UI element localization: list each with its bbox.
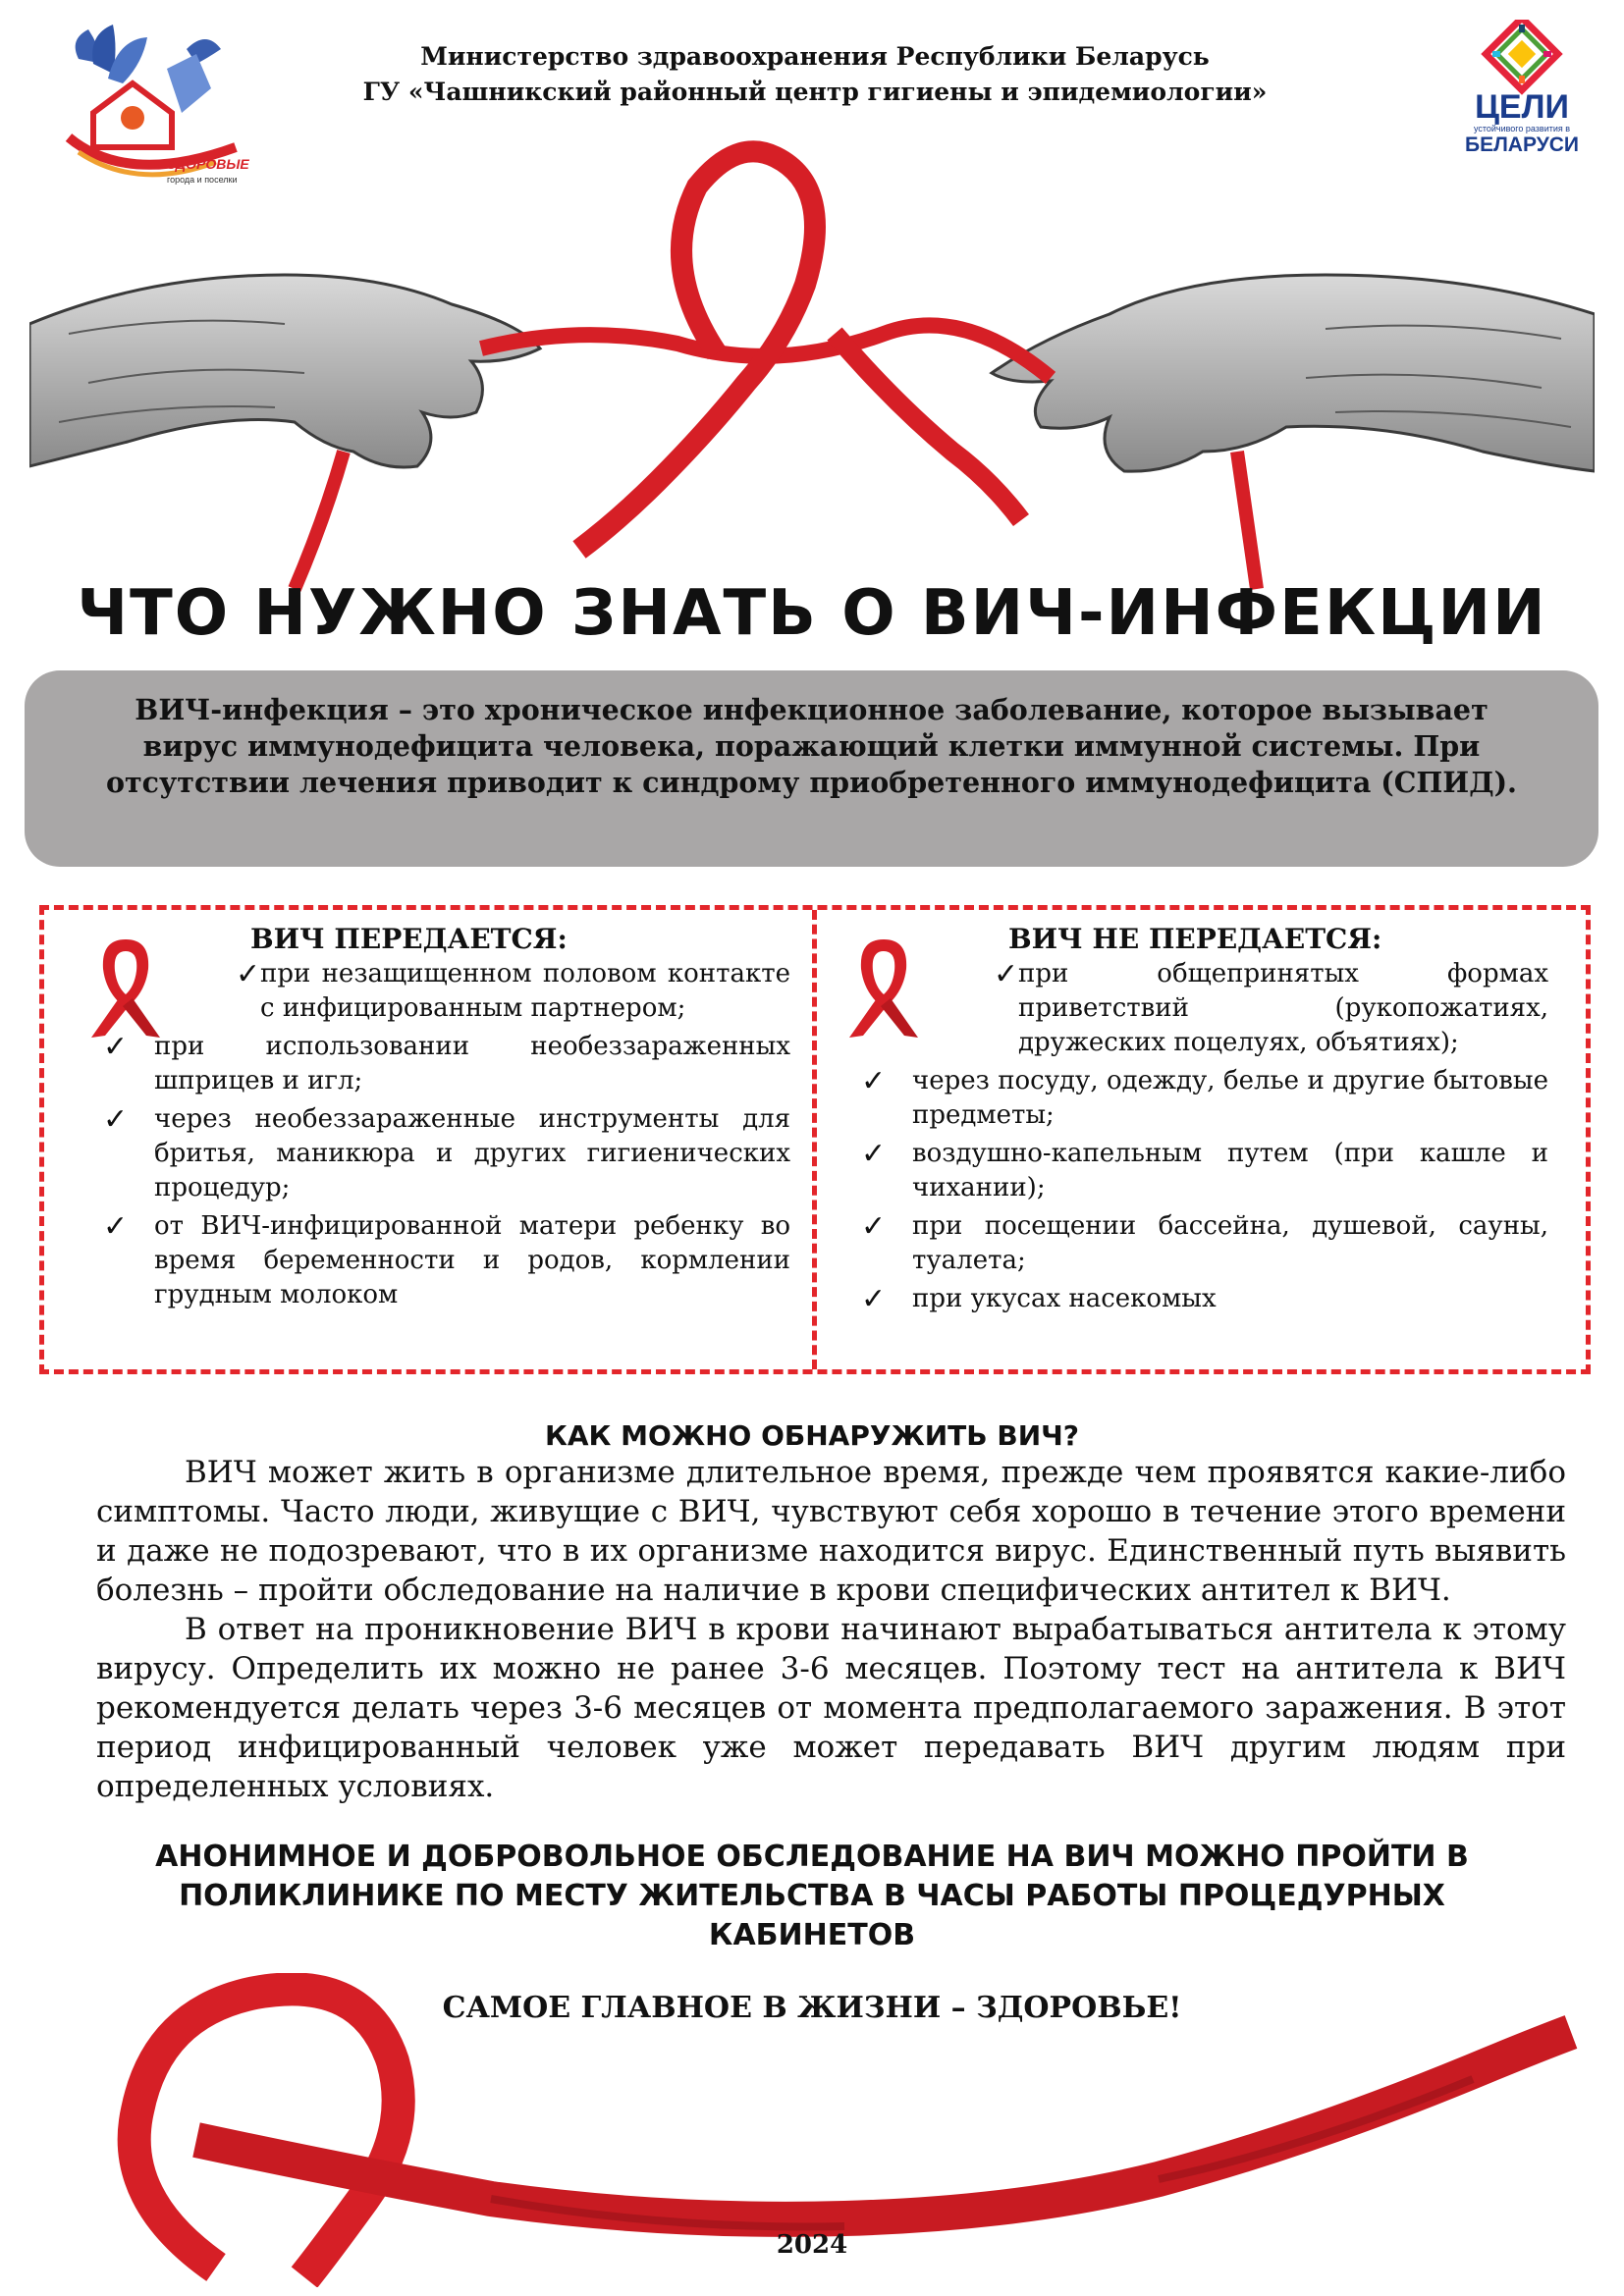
column-divider	[812, 910, 817, 1369]
transmission-columns	[39, 905, 1591, 1374]
detect-title: КАК МОЖНО ОБНАРУЖИТЬ ВИЧ?	[544, 1419, 1080, 1452]
not-transmitted-column	[861, 922, 1548, 1316]
check-icon: ✓	[994, 957, 1019, 991]
not-transmitted-item-text: через посуду, одежду, белье и другие бытовые предметы;	[912, 1066, 1548, 1130]
testing-call-to-action: АНОНИМНОЕ И ДОБРОВОЛЬНОЕ ОБСЛЕДОВАНИЕ НА ВИЧ МОЖНО ПРОЙТИ В ПОЛИКЛИНИКЕ ПО МЕСТУ ЖИТЕЛЬСТВА В ЧАСЫ РАБОТЫ ПРОЦЕДУРНЫХ КАБИНЕТОВ	[155, 1840, 1469, 1952]
transmitted-item-text: при использовании необеззараженных шприцев и игл;	[154, 1032, 790, 1095]
check-icon: ✓	[236, 957, 261, 991]
transmitted-item	[103, 1030, 790, 1098]
not-transmitted-item-text: воздушно-капельным путем (при кашле и чихании);	[912, 1139, 1548, 1202]
not-transmitted-title: ВИЧ НЕ ПЕРЕДАЕТСЯ:	[1008, 923, 1382, 955]
not-transmitted-item-text: при укусах насекомых	[912, 1284, 1217, 1313]
transmitted-item	[103, 1102, 790, 1205]
hands-ribbon-illustration	[29, 128, 1595, 599]
transmitted-item	[103, 1209, 790, 1312]
transmitted-column	[103, 922, 790, 1312]
header-center: ГУ «Чашникский районный центр гигиены и эпидемиологии»	[362, 78, 1268, 106]
not-transmitted-item-text: при общепринятых формах приветствий (рукопожатиях, дружеских поцелуях, объятиях);	[1018, 959, 1548, 1057]
not-transmitted-item	[861, 1282, 1548, 1316]
header-ministry: Министерство здравоохранения Республики Беларусь	[420, 42, 1210, 71]
header	[324, 39, 1306, 110]
transmitted-item-text: от ВИЧ-инфицированной матери ребенку во время беременности и родов, кормлении грудным молоком	[154, 1211, 790, 1309]
not-transmitted-item	[861, 1137, 1548, 1205]
not-transmitted-item	[861, 957, 1548, 1060]
check-icon: ✓	[861, 1137, 887, 1171]
not-transmitted-item-text: при посещении бассейна, душевой, сауны, туалета;	[912, 1211, 1548, 1275]
transmitted-item-text: через необеззараженные инструменты для бритья, маникюра и других гигиенических процедур;	[154, 1104, 790, 1202]
logo-left-label-bottom: города и поселки	[167, 175, 238, 185]
logo-left-label-top: ЗДОРОВЫЕ	[167, 156, 249, 172]
check-icon: ✓	[861, 1209, 887, 1244]
logo-right-label-main: ЦЕЛИ	[1475, 88, 1569, 126]
check-icon: ✓	[103, 1030, 129, 1064]
detect-paragraph-1: ВИЧ может жить в организме длительное время, прежде чем проявятся какие-либо симптомы. Часто люди, живущие с ВИЧ, чувствуют себя хорошо в течение этого времени и даже не подозревают, что в их организме находится вирус. Единственный путь выявить болезнь – пройти обследование на наличие в крови специфических антител к ВИЧ.	[96, 1455, 1566, 1608]
check-icon: ✓	[103, 1102, 129, 1137]
logo-right-label-small: устойчивого развития в	[1473, 124, 1571, 133]
transmitted-title: ВИЧ ПЕРЕДАЕТСЯ:	[250, 923, 568, 955]
transmitted-item-text: при незащищенном половом контакте с инфицированным партнером;	[260, 959, 790, 1023]
motto: САМОЕ ГЛАВНОЕ В ЖИЗНИ – ЗДОРОВЬЕ!	[442, 1991, 1182, 2025]
check-icon: ✓	[861, 1064, 887, 1098]
check-icon: ✓	[861, 1282, 887, 1316]
transmitted-item	[103, 957, 790, 1026]
check-icon: ✓	[103, 1209, 129, 1244]
not-transmitted-item	[861, 1209, 1548, 1278]
detect-paragraph-2: В ответ на проникновение ВИЧ в крови начинают вырабатываться антитела к этому вирусу. Определить их можно не ранее 3-6 месяцев. Поэтому тест на антитела к ВИЧ рекомендуется делать через 3-6 месяцев от момента предполагаемого заражения. В этот период инфицированный человек уже может передавать ВИЧ другим людям при определенных условиях.	[96, 1612, 1566, 1804]
intro-box: ВИЧ-инфекция – это хроническое инфекционное заболевание, которое вызывает вирус иммунодефицита человека, поражающий клетки иммунной системы. При отсутствии лечения приводит к синдрому приобретенного иммунодефицита (СПИД).	[25, 670, 1598, 867]
page-title: ЧТО НУЖНО ЗНАТЬ О ВИЧ-ИНФЕКЦИИ	[77, 577, 1547, 650]
year: 2024	[776, 2230, 848, 2260]
not-transmitted-item	[861, 1064, 1548, 1133]
logo-right-label-bottom: БЕЛАРУСИ	[1464, 133, 1580, 156]
